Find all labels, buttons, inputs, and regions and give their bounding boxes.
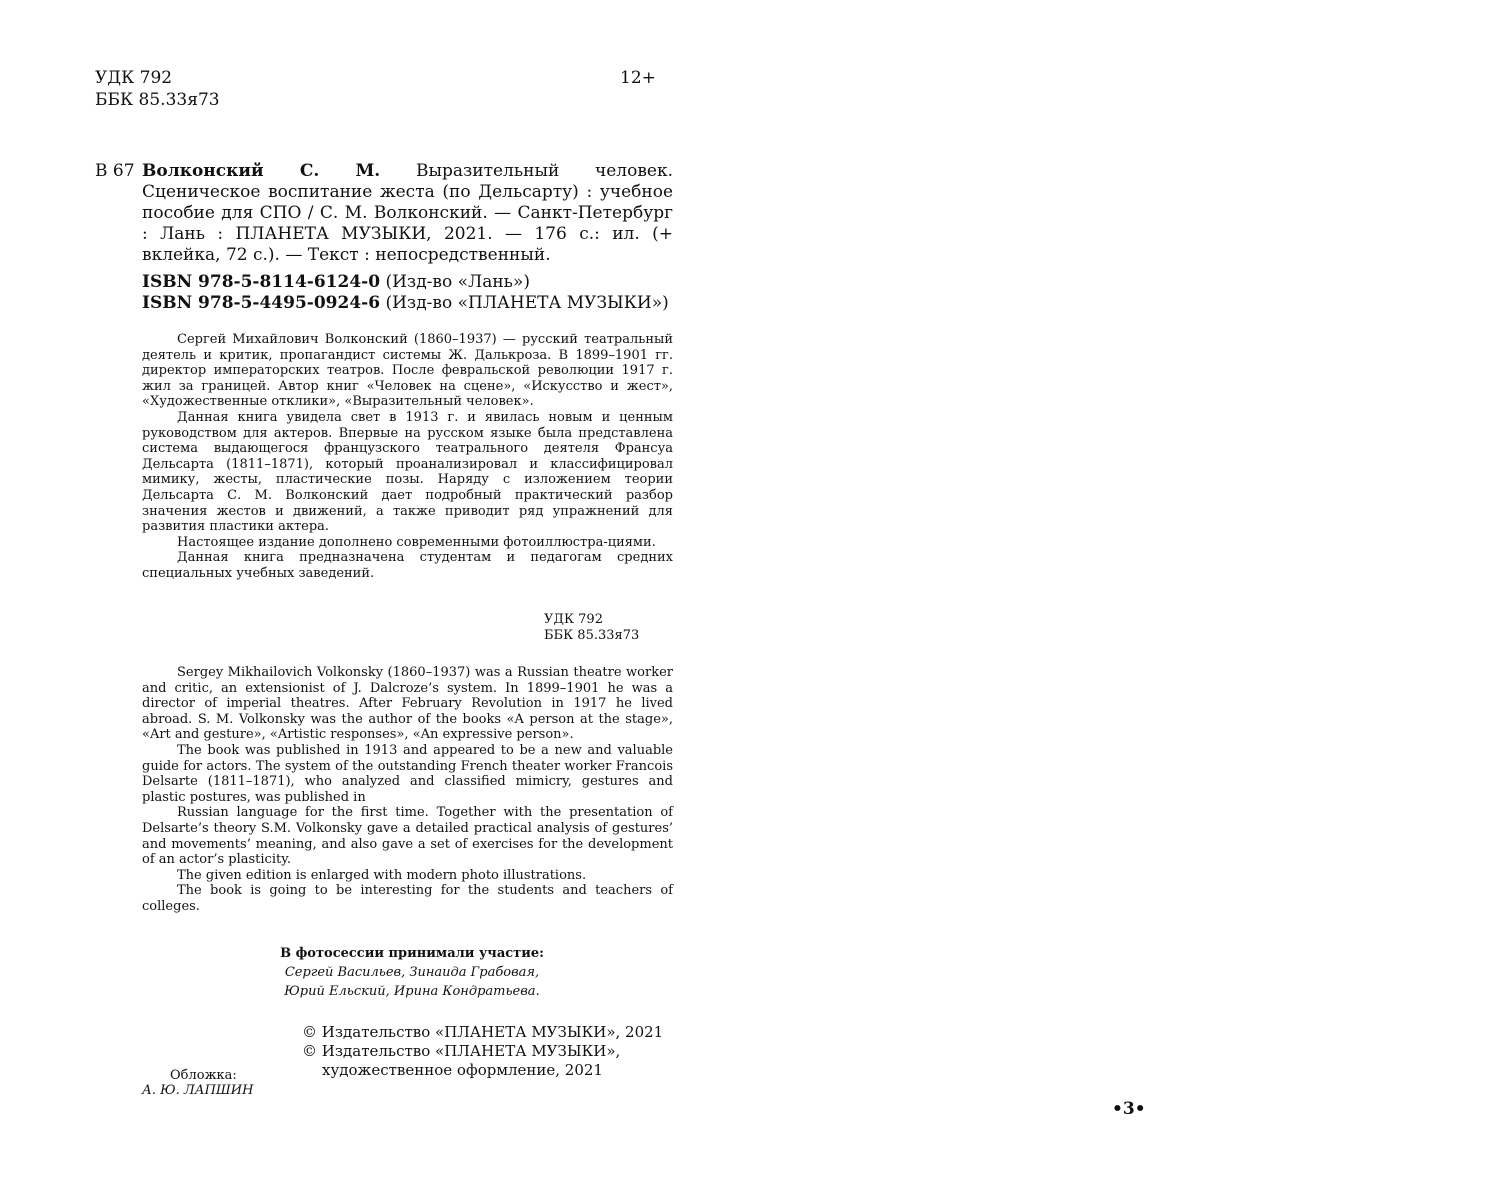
author-sign: В 67 — [95, 161, 135, 181]
annotation-russian — [142, 332, 673, 582]
annotation-paragraph: Настоящее издание дополнено современными фотоиллюстра-циями. — [177, 534, 656, 550]
udk-code: УДК 792 — [95, 68, 173, 88]
annotation-paragraph: Сергей Михайлович Волконский (1860–1937) — русский театральный деятель и критик, пропагандист системы Ж. Далькроза. В 1899–1901 гг. директор императорских театров. После февральской революции 1917 г. жил за границей. Автор книг «Человек на сцене», «Искусство и жест», «Художественные отклики», «Выразительный человек». — [142, 332, 673, 410]
bbk-code: ББК 85.33я73 — [544, 627, 640, 643]
annotation-paragraph: Russian language for the first time. Together with the presentation of Delsarte’s theory S.M. Volkonsky gave a detailed practical analysis of gestures’ and movements’ meaning, and also gave a set of exercises for the development of an actor’s plasticity. — [142, 805, 673, 868]
isbn-line — [142, 272, 669, 293]
isbn-publisher: (Изд-во «Лань») — [385, 272, 530, 292]
bbk-code: ББК 85.33я73 — [95, 90, 220, 110]
annotation-paragraph: The book was published in 1913 and appeared to be a new and valuable guide for actors. The system of the outstanding French theater worker Francois Delsarte (1811–1871), who analyzed and classified mimicry, gestures and plastic postures, was published in — [142, 742, 673, 805]
annotation-paragraph: Sergey Mikhailovich Volkonsky (1860–1937) was a Russian theatre worker and critic, an extensionist of J. Dalcroze’s system. In 1899–1901 he was a director of imperial theatres. After February Revolution in 1917 he lived abroad. S. M. Volkonsky was the author of the books «A person at the stage», «Art and gesture», «Artistic responses», «An expressive person». — [142, 665, 673, 743]
entry-author: Волконский С. М. — [142, 161, 381, 181]
annotation-paragraph: The book is going to be interesting for the students and teachers of colleges. — [142, 883, 673, 914]
annotation-paragraph: Данная книга увидела свет в 1913 г. и явилась новым и ценным руководством для актеров. Впервые на русском языке была представлена система выдающегося французского театрального деятеля Франсуа Дельсарта (1811–1871), который проанализировал и классифицировал мимику, жесты, пластические позы. Наряду с изложением теории Дельсарта С. М. Волконский дает подробный практический разбор значения жестов и движений, а также приводит ряд упражнений для развития пластики актера. — [142, 409, 673, 535]
photo-credits-heading: В фотосессии принимали участие: — [280, 946, 544, 961]
copyright-line: © Издательство «ПЛАНЕТА МУЗЫКИ», — [302, 1042, 621, 1060]
classification-header — [95, 67, 220, 111]
udk-code: УДК 792 — [544, 612, 603, 627]
cover-designer: А. Ю. ЛАПШИН — [142, 1083, 254, 1098]
entry-text: Выразительный человек. Сценическое воспитание жеста (по Дельсарту) : учебное пособие для СПО / С. М. Волконский. — Санкт-Петербург : Лань : ПЛАНЕТА МУЗЫКИ, 2021. — 176 с.: ил. (+ вклейка, 72 с.). — Текст : непосредственный. — [142, 161, 674, 265]
photo-credits — [200, 944, 624, 1001]
isbn-number: ISBN 978-5-8114-6124-0 — [142, 272, 381, 292]
copyright-line: художественное оформление, 2021 — [322, 1061, 603, 1079]
photo-credits-names: Юрий Ельский, Ирина Кондратьева. — [284, 984, 540, 999]
page-number: •3• — [1112, 1099, 1146, 1119]
classification-footer — [544, 612, 639, 643]
annotation-paragraph: Данная книга предназначена студентам и педагогам средних специальных учебных заведений. — [142, 550, 673, 581]
copyright-block — [302, 1023, 663, 1080]
isbn-block — [142, 272, 669, 314]
isbn-line — [142, 293, 669, 314]
photo-credits-names: Сергей Васильев, Зинаида Грабовая, — [284, 965, 540, 980]
copyright-line: © Издательство «ПЛАНЕТА МУЗЫКИ», 2021 — [302, 1023, 664, 1041]
annotation-english — [142, 665, 673, 915]
isbn-publisher: (Изд-во «ПЛАНЕТА МУЗЫКИ») — [385, 293, 669, 313]
annotation-paragraph: The given edition is enlarged with modern photo illustrations. — [177, 867, 587, 883]
isbn-number: ISBN 978-5-4495-0924-6 — [142, 293, 381, 313]
bibliographic-entry — [142, 161, 673, 266]
cover-label: Обложка: — [170, 1068, 237, 1083]
cover-credit — [142, 1068, 253, 1098]
age-rating: 12+ — [620, 68, 656, 88]
